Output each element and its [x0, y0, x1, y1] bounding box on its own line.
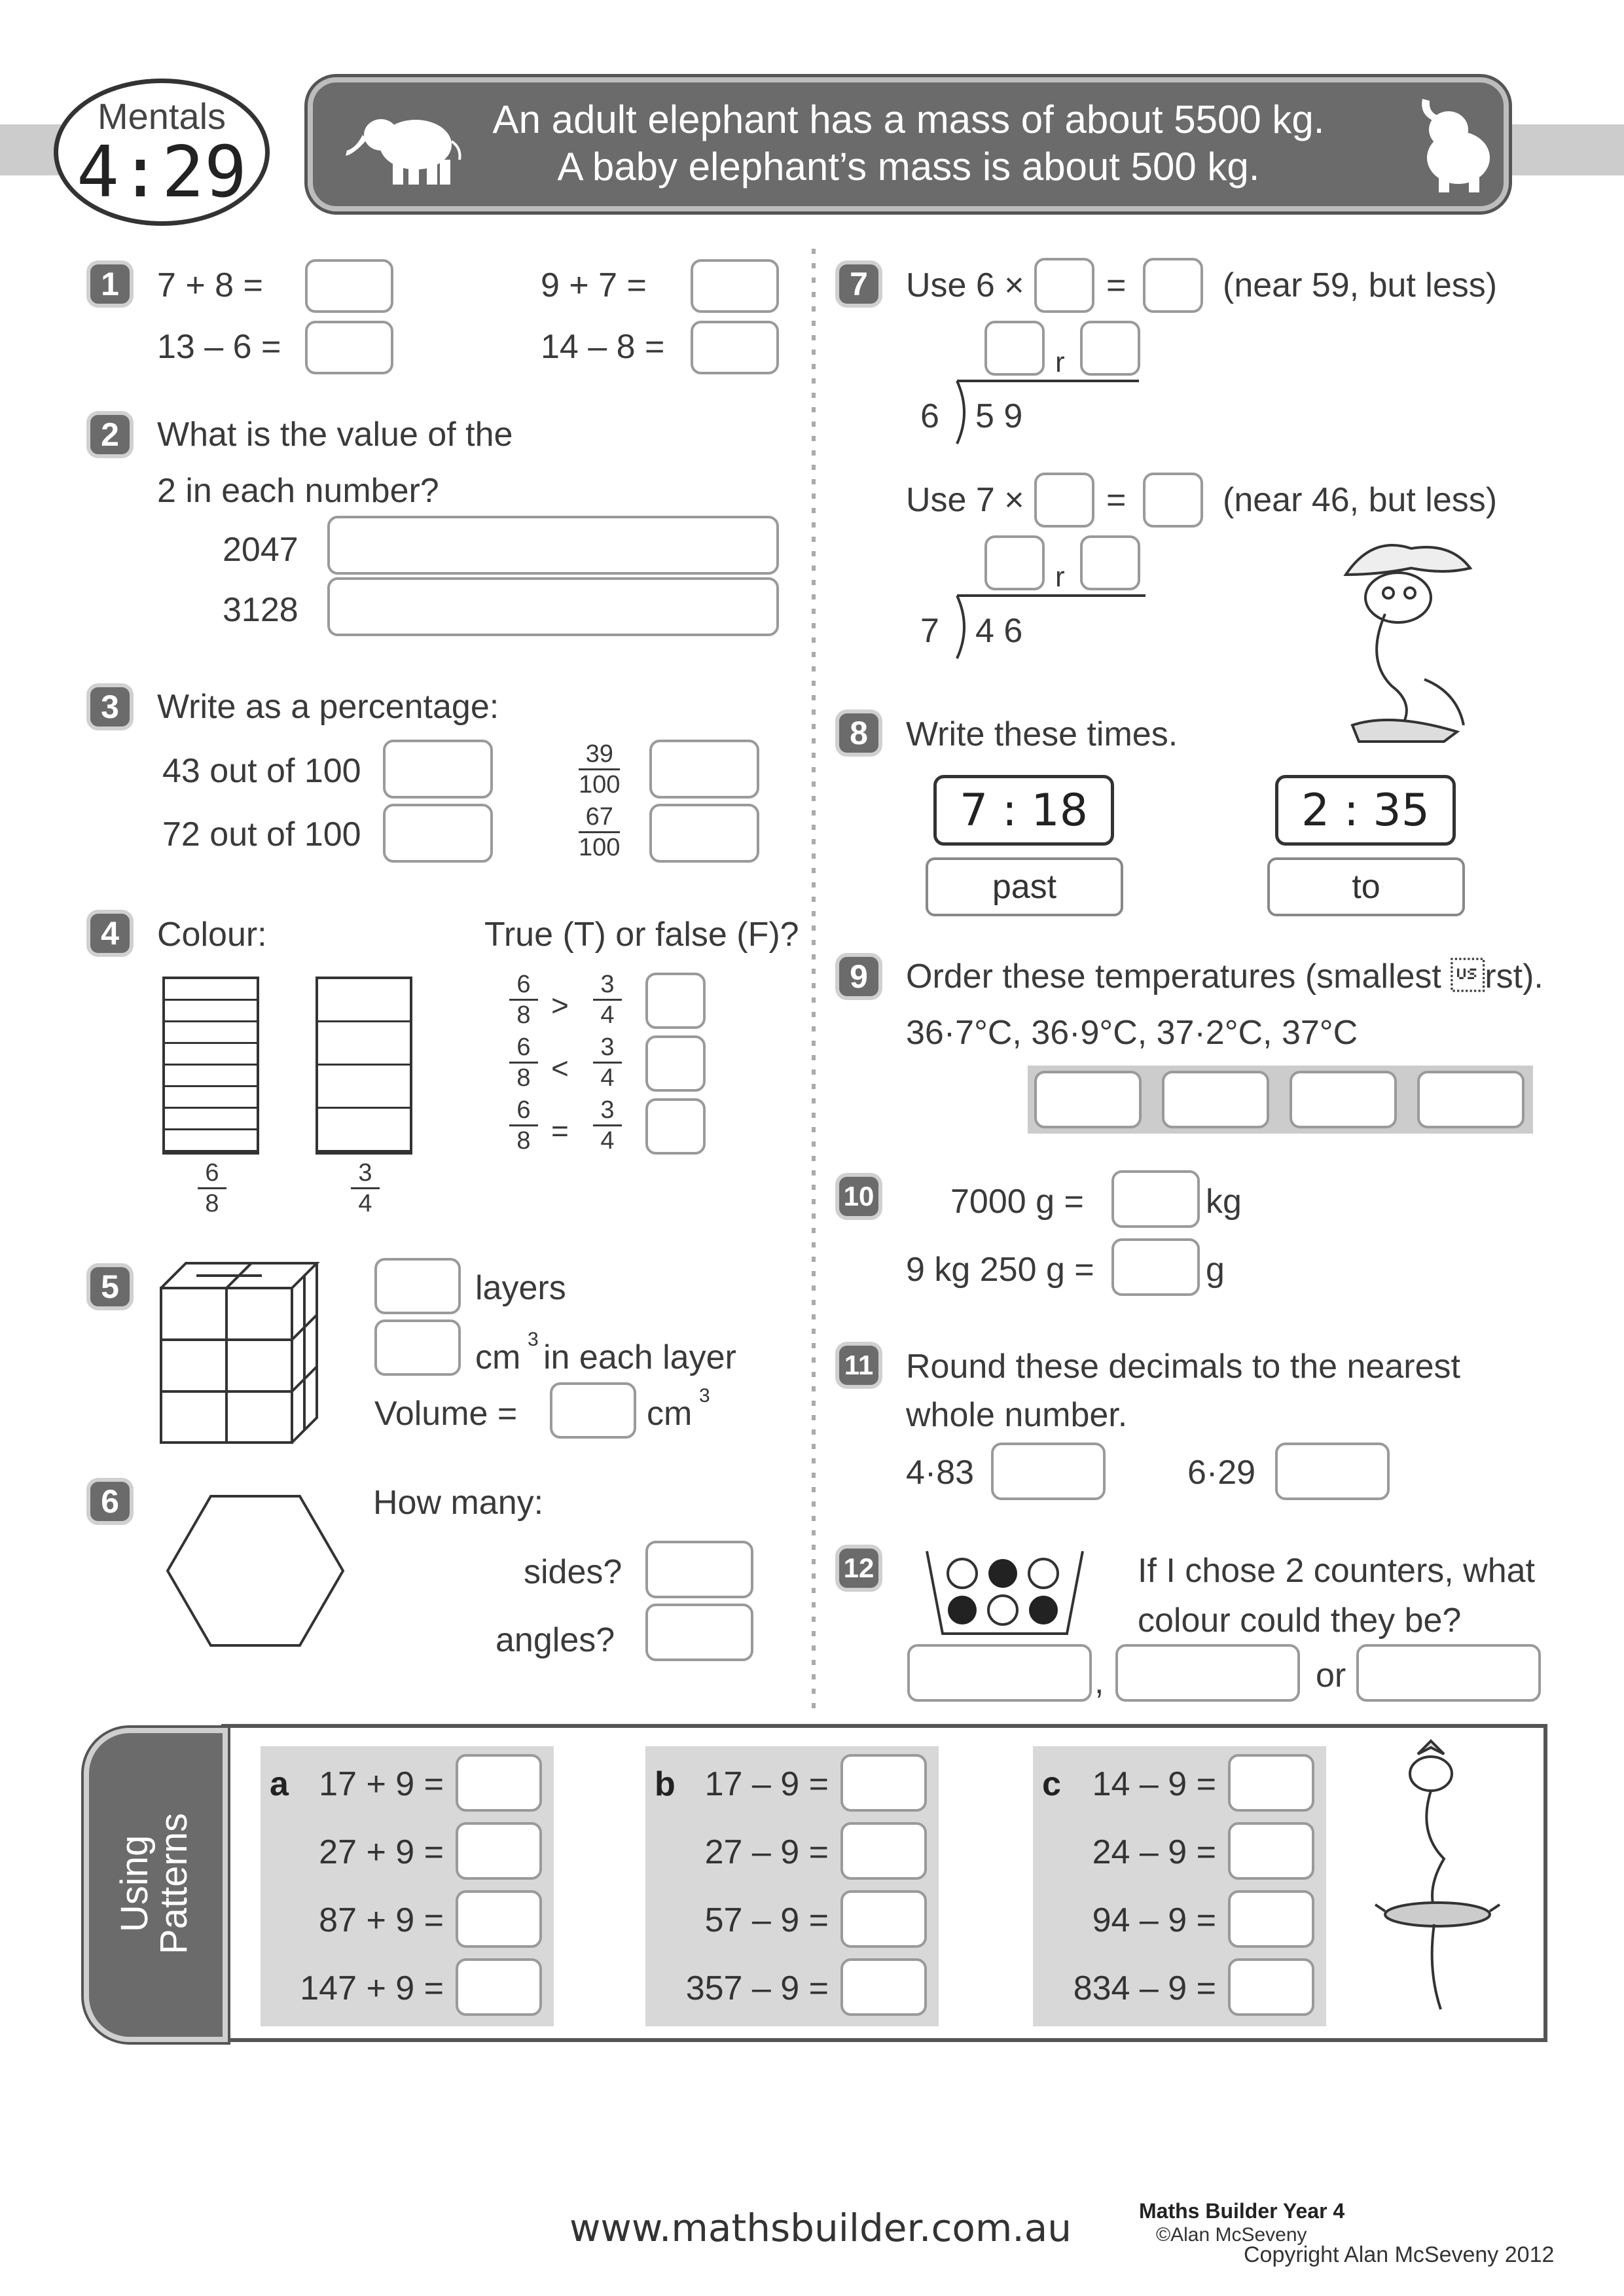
q10-a-unit: kg — [1206, 1183, 1242, 1221]
q2-line-1: What is the value of the — [157, 416, 513, 454]
mentals-label: Mentals — [97, 96, 226, 137]
q10-b-unit: g — [1206, 1251, 1225, 1289]
q1-b-answer[interactable] — [691, 259, 779, 313]
header-grey-band-right — [1499, 124, 1624, 175]
patterns-c-row-4: 834 – 9 = — [1073, 1969, 1216, 2007]
q4-row3-answer[interactable] — [645, 1098, 706, 1155]
q4-label-quarters-den: 4 — [358, 1190, 372, 1217]
q6-how-many: How many: — [373, 1484, 544, 1522]
q4-row2-op: < — [551, 1051, 569, 1085]
q5-each-layer-answer[interactable] — [374, 1319, 461, 1376]
fraction-bar — [509, 999, 538, 1001]
counters-basket-icon — [923, 1547, 1087, 1639]
q7-quotient-2[interactable] — [984, 535, 1045, 590]
patterns-title — [115, 1740, 194, 2028]
q3-b-text: 72 out of 100 — [162, 816, 361, 853]
patterns-c-answer-3[interactable] — [1228, 1890, 1314, 1948]
q4-row1-right-den: 4 — [600, 1001, 615, 1029]
q2-answer-1[interactable] — [327, 516, 779, 575]
q4-row1-left-num: 6 — [516, 971, 531, 998]
q12-answer-3[interactable] — [1356, 1644, 1541, 1702]
q4-row1-right-num: 3 — [600, 971, 615, 998]
q4-row1-answer[interactable] — [645, 973, 706, 1029]
q7-quotient-1[interactable] — [984, 321, 1045, 376]
patterns-b-letter: b — [655, 1765, 676, 1803]
patterns-a-answer-3[interactable] — [456, 1890, 542, 1948]
fraction-bar-quarters[interactable] — [316, 977, 412, 1155]
fraction-bar — [351, 1187, 380, 1189]
fact-line-1: An adult elephant has a mass of about 5500 kg. — [492, 98, 1325, 141]
q4-label-quarters-num: 3 — [358, 1159, 372, 1187]
patterns-c-answer-4[interactable] — [1228, 1958, 1314, 2016]
q2-number-2: 3128 — [223, 591, 298, 629]
q6-angles-answer[interactable] — [645, 1604, 753, 1661]
q4-row1-op: > — [551, 988, 569, 1022]
column-divider — [812, 249, 816, 1715]
q4-row3-left-num: 6 — [516, 1096, 531, 1124]
q4-row2-answer[interactable] — [645, 1035, 706, 1092]
fraction-bar — [593, 1124, 622, 1126]
q3-fraction-2 — [579, 804, 620, 861]
patterns-a-answer-4[interactable] — [456, 1958, 542, 2016]
q5-volume-answer[interactable] — [550, 1382, 636, 1439]
question-number-4: 4 — [86, 910, 134, 957]
q6-angles-label: angles? — [496, 1621, 615, 1659]
q3-fraction-2-den: 100 — [579, 834, 621, 861]
patterns-c-row-2: 24 – 9 = — [1092, 1833, 1216, 1871]
q12-line-2: colour could they be? — [1138, 1602, 1462, 1640]
q4-row1-right — [593, 971, 622, 1028]
q3-fraction-1 — [579, 741, 620, 798]
question-number-2: 2 — [86, 411, 134, 458]
q3-a-answer[interactable] — [383, 740, 493, 798]
question-number-11: 11 — [835, 1342, 882, 1389]
q1-b-text: 9 + 7 = — [541, 266, 647, 304]
q7-multiplier-2[interactable] — [1034, 473, 1094, 528]
patterns-b-row-1: 17 – 9 = — [704, 1765, 829, 1803]
q11-a-answer[interactable] — [991, 1443, 1106, 1500]
q4-row1-left-den: 8 — [516, 1001, 531, 1029]
ballet-snake-illustration — [1372, 1734, 1503, 2016]
q9-answer-1[interactable] — [1034, 1071, 1142, 1128]
question-number-9: 9 — [835, 953, 882, 1000]
q4-row3-right — [593, 1097, 622, 1154]
patterns-title-line-1: Using — [113, 1835, 156, 1933]
q5-volume-label: Volume = — [374, 1395, 518, 1433]
q5-volume-unit: cm — [647, 1395, 693, 1433]
q4-label-eighths — [198, 1160, 226, 1217]
patterns-b-row-4: 357 – 9 = — [685, 1969, 829, 2007]
footer-author: ©Alan McSeveny — [1156, 2224, 1307, 2246]
footer-series: Maths Builder Year 4 — [1139, 2199, 1345, 2223]
fraction-bar — [579, 831, 620, 833]
hexagon-shape — [164, 1492, 347, 1649]
patterns-title-line-2: Patterns — [153, 1813, 195, 1954]
q4-row1-left — [509, 971, 538, 1028]
mentals-number: 4:29 — [76, 132, 247, 213]
q4-row2-left-den: 8 — [516, 1064, 531, 1092]
cowboy-snake-illustration — [1326, 535, 1477, 745]
patterns-a-row-4: 147 + 9 = — [300, 1969, 444, 2007]
q9-answer-3[interactable] — [1290, 1071, 1397, 1128]
q4-label-quarters — [351, 1160, 380, 1217]
q5-volume-exponent: 3 — [699, 1385, 710, 1407]
q7-equals-1: = — [1106, 266, 1127, 304]
q9-answer-2[interactable] — [1162, 1071, 1269, 1128]
fact-banner — [308, 77, 1509, 211]
patterns-b-row-2: 27 – 9 = — [704, 1833, 829, 1871]
q7-product-1[interactable] — [1143, 258, 1203, 313]
fraction-bar — [509, 1062, 538, 1064]
q9-title: Order these temperatures (smallest rst). — [906, 958, 1543, 996]
q6-sides-label: sides? — [524, 1553, 623, 1591]
q1-a-text: 7 + 8 = — [157, 266, 263, 304]
q12-or: or — [1316, 1657, 1346, 1695]
q2-number-1: 2047 — [223, 531, 298, 569]
fraction-bar — [198, 1187, 226, 1189]
q3-fraction-1-num: 39 — [585, 740, 613, 768]
fraction-bar-eighths[interactable] — [162, 977, 259, 1155]
q11-a-text: 4·83 — [906, 1454, 975, 1492]
q7-multiplier-1[interactable] — [1034, 258, 1094, 313]
q4-label-eighths-den: 8 — [205, 1190, 219, 1217]
q4-label-eighths-num: 6 — [205, 1159, 219, 1187]
q1-d-answer[interactable] — [691, 321, 779, 374]
q5-cm-exponent: 3 — [528, 1329, 539, 1350]
question-number-3: 3 — [86, 683, 134, 730]
q7-equals-2: = — [1106, 481, 1127, 519]
q1-c-text: 13 – 6 = — [157, 328, 281, 366]
q3-fraction-1-den: 100 — [579, 771, 621, 798]
q9-values: 36·7°C, 36·9°C, 37·2°C, 37°C — [906, 1014, 1358, 1052]
question-number-8: 8 — [835, 709, 882, 757]
q7-near-1: (near 59, but less) — [1223, 266, 1498, 304]
q4-row2-right-num: 3 — [600, 1033, 615, 1061]
q7-dividend-1: 5 9 — [975, 397, 1023, 435]
q12-line-1: If I chose 2 counters, what — [1138, 1552, 1535, 1590]
q3-fraction-1-answer[interactable] — [649, 740, 759, 798]
q4-row2-right-den: 4 — [600, 1064, 615, 1092]
patterns-a-answer-2[interactable] — [456, 1822, 542, 1880]
q10-b-answer[interactable] — [1111, 1238, 1200, 1296]
question-number-10: 10 — [835, 1173, 882, 1220]
patterns-b-answer-2[interactable] — [840, 1822, 927, 1880]
mentals-badge — [54, 79, 270, 226]
q5-layers-label: layers — [475, 1269, 566, 1307]
q7-use-2: Use 7 × — [906, 481, 1024, 519]
q1-c-answer[interactable] — [305, 321, 393, 374]
q4-row2-left — [509, 1034, 538, 1091]
q12-comma: , — [1094, 1663, 1104, 1701]
patterns-b-answer-3[interactable] — [840, 1890, 927, 1948]
digital-clock-1: 7 : 18 — [933, 775, 1114, 846]
q7-divisor-2: 7 — [920, 612, 939, 650]
q4-row3-left-den: 8 — [516, 1127, 531, 1155]
q7-r-2: r — [1055, 561, 1065, 593]
q8-title: Write these times. — [906, 715, 1178, 753]
q11-line-1: Round these decimals to the nearest — [906, 1348, 1460, 1386]
patterns-b-answer-4[interactable] — [840, 1958, 927, 2016]
patterns-a-row-1: 17 + 9 = — [319, 1765, 444, 1803]
q4-title: Colour: — [157, 916, 267, 954]
patterns-a-letter: a — [270, 1765, 289, 1803]
q11-line-2: whole number. — [906, 1396, 1128, 1434]
q12-answer-2[interactable] — [1115, 1644, 1300, 1702]
q5-cm-label: cm — [475, 1338, 521, 1376]
q3-title: Write as a percentage: — [157, 688, 499, 726]
cube-prism-diagram — [157, 1258, 321, 1448]
q5-each-layer-label: in each layer — [543, 1338, 736, 1376]
question-number-6: 6 — [86, 1478, 134, 1525]
fraction-bar — [579, 768, 620, 770]
q11-b-text: 6·29 — [1187, 1454, 1256, 1492]
q10-b-text: 9 kg 250 g = — [906, 1251, 1094, 1289]
q4-row2-left-num: 6 — [516, 1033, 531, 1061]
q4-row2-right — [593, 1034, 622, 1091]
q1-d-text: 14 – 8 = — [541, 328, 665, 366]
question-number-12: 12 — [835, 1545, 882, 1592]
q1-a-answer[interactable] — [305, 259, 393, 313]
patterns-a-row-3: 87 + 9 = — [319, 1901, 444, 1939]
q7-dividend-2: 4 6 — [975, 612, 1023, 650]
patterns-a-row-2: 27 + 9 = — [319, 1833, 444, 1871]
q3-fraction-2-answer[interactable] — [649, 804, 759, 863]
digital-clock-2: 2 : 35 — [1275, 775, 1456, 846]
q5-layers-answer[interactable] — [374, 1258, 461, 1314]
patterns-b-answer-1[interactable] — [840, 1754, 927, 1812]
fraction-bar — [593, 999, 622, 1001]
elephant-icon — [340, 109, 471, 187]
fact-line-2: A baby elephant’s mass is about 500 kg. — [557, 145, 1260, 188]
q2-answer-2[interactable] — [327, 577, 779, 636]
q7-divisor-1: 6 — [920, 397, 939, 435]
q4-tf-title: True (T) or false (F)? — [484, 916, 799, 954]
question-number-7: 7 — [835, 260, 882, 308]
q7-r-1: r — [1055, 346, 1065, 378]
patterns-c-row-1: 14 – 9 = — [1092, 1765, 1216, 1803]
q2-line-2: 2 in each number? — [157, 472, 439, 510]
elephant-trunk-up-icon — [1413, 96, 1498, 194]
q10-a-answer[interactable] — [1111, 1170, 1200, 1228]
q8-to-answer[interactable]: to — [1267, 857, 1465, 916]
patterns-tab — [84, 1728, 228, 2042]
q9-answer-4[interactable] — [1417, 1071, 1525, 1128]
q4-row3-right-num: 3 — [600, 1096, 615, 1124]
q4-row3-left — [509, 1097, 538, 1154]
q12-answer-1[interactable] — [907, 1644, 1092, 1702]
fraction-bar — [593, 1062, 622, 1064]
patterns-a-answer-1[interactable] — [456, 1754, 542, 1812]
q6-sides-answer[interactable] — [645, 1541, 753, 1598]
question-number-1: 1 — [86, 260, 134, 308]
q8-past-answer[interactable]: past — [926, 857, 1123, 916]
q10-a-text: 7000 g = — [950, 1183, 1084, 1221]
patterns-c-row-3: 94 – 9 = — [1092, 1901, 1216, 1939]
patterns-b-row-3: 57 – 9 = — [704, 1901, 829, 1939]
q7-remainder-1[interactable] — [1080, 321, 1140, 376]
q4-row3-op: = — [551, 1114, 569, 1148]
question-number-5: 5 — [86, 1263, 134, 1310]
q3-a-text: 43 out of 100 — [162, 752, 361, 790]
q7-product-2[interactable] — [1143, 473, 1203, 528]
q7-remainder-2[interactable] — [1080, 535, 1140, 590]
q7-use-1: Use 6 × — [906, 266, 1024, 304]
q11-b-answer[interactable] — [1275, 1443, 1390, 1500]
q3-fraction-2-num: 67 — [585, 803, 613, 831]
patterns-c-answer-1[interactable] — [1228, 1754, 1314, 1812]
patterns-c-answer-2[interactable] — [1228, 1822, 1314, 1880]
q4-row3-right-den: 4 — [600, 1127, 615, 1155]
fraction-bar — [509, 1124, 538, 1126]
patterns-c-letter: c — [1042, 1765, 1061, 1803]
footer-copyright: Copyright Alan McSeveny 2012 — [1244, 2242, 1555, 2267]
q3-b-answer[interactable] — [383, 804, 493, 863]
footer-url[interactable]: www.mathsbuilder.com.au — [569, 2206, 1072, 2250]
q7-near-2: (near 46, but less) — [1223, 481, 1498, 519]
